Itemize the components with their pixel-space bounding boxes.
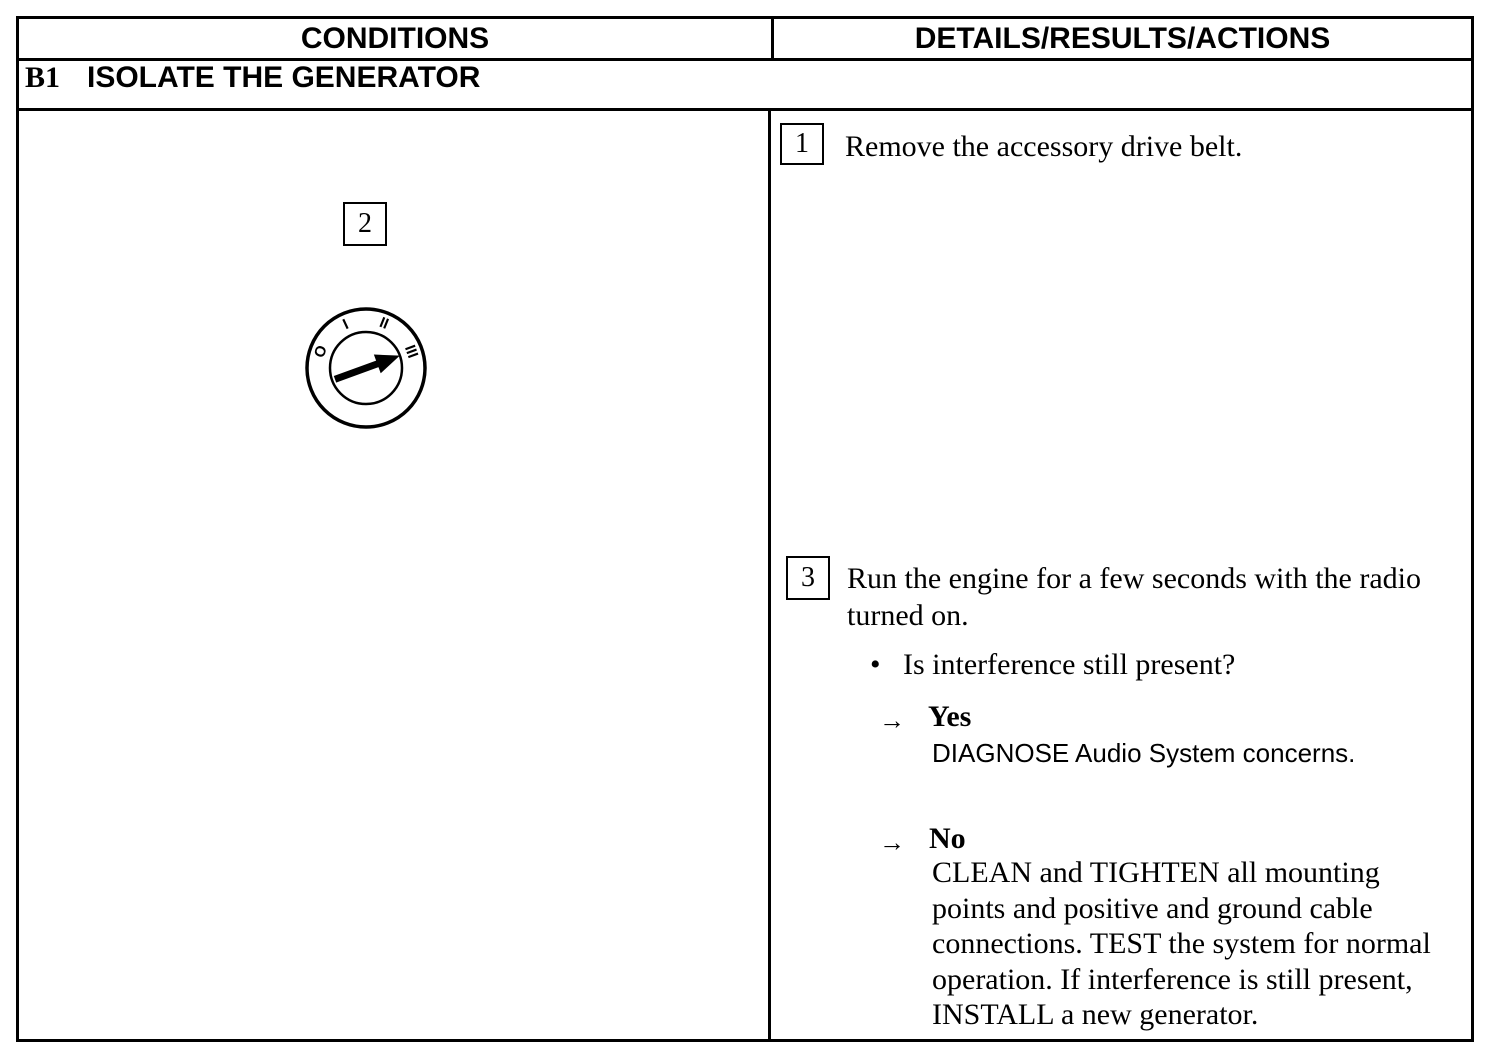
- switch-position-label-i: I: [340, 315, 352, 334]
- section-code: B1: [25, 61, 61, 94]
- column-header-details: [774, 19, 1471, 58]
- answer-yes-action: DIAGNOSE Audio System concerns.: [932, 738, 1356, 768]
- answer-no-arrow-icon: →: [879, 828, 905, 857]
- step-1-instruction: Remove the accessory drive belt.: [845, 130, 1243, 163]
- step-number-2: 2: [358, 208, 372, 239]
- step-number-box-1: [780, 123, 824, 165]
- answer-no-action-line: CLEAN and TIGHTEN all mounting: [932, 856, 1380, 889]
- section-row-divider: [16, 108, 1474, 111]
- switch-position-label-ii: II: [376, 314, 392, 333]
- section-title: ISOLATE THE GENERATOR: [87, 61, 481, 94]
- ignition-switch-icon: [300, 302, 432, 434]
- step-number-box-3: [786, 556, 830, 600]
- switch-position-label-iii: III: [400, 342, 422, 361]
- switch-position-label-o: O: [310, 343, 331, 360]
- body-column-divider: [768, 108, 771, 1042]
- answer-no-action-line: INSTALL a new generator.: [932, 998, 1259, 1031]
- step-number-box-2: [343, 202, 387, 246]
- question-bullet: •: [870, 648, 881, 681]
- answer-no-action-line: connections. TEST the system for normal: [932, 927, 1431, 960]
- step-3-instruction-line: Run the engine for a few seconds with the radio: [847, 562, 1421, 595]
- column-header-conditions-label: CONDITIONS: [300, 21, 490, 55]
- switch-pointer-arrow: [332, 346, 404, 388]
- answer-no-action: [932, 855, 1431, 1033]
- answer-yes-label: Yes: [928, 700, 972, 733]
- step-number-1: 1: [795, 128, 809, 159]
- answer-no-action-line: points and positive and ground cable: [932, 891, 1373, 925]
- column-header-details-label: DETAILS/RESULTS/ACTIONS: [914, 21, 1331, 55]
- answer-no-action-line: operation. If interference is still present,: [932, 962, 1413, 996]
- column-header-conditions: [19, 19, 771, 58]
- step-3-question: Is interference still present?: [903, 648, 1236, 681]
- step-3-instruction-line: turned on.: [847, 599, 969, 632]
- answer-yes-arrow-icon: →: [879, 706, 905, 735]
- answer-no-label: No: [929, 822, 966, 855]
- step-number-3: 3: [801, 562, 815, 593]
- step-3-instruction: [847, 560, 1421, 634]
